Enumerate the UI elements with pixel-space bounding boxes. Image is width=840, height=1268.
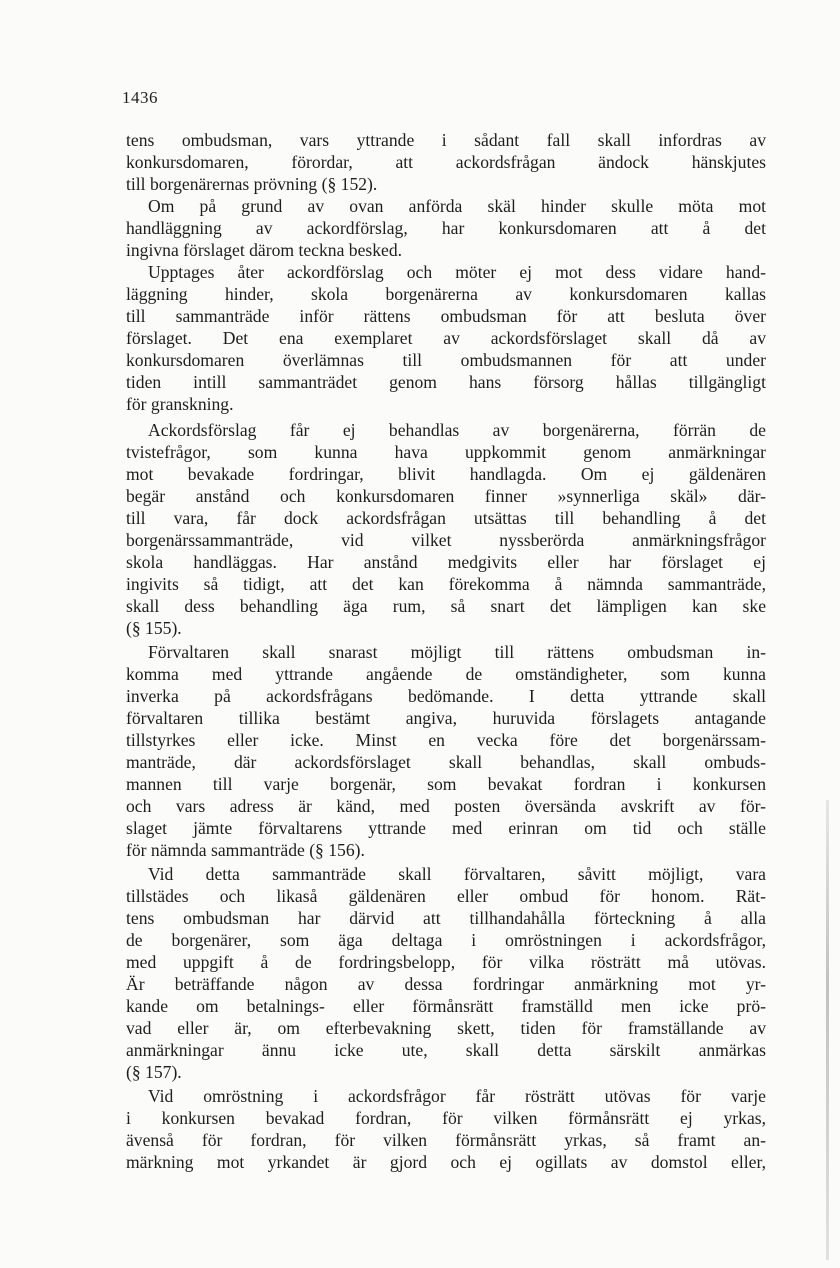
text-line: handläggning av ackordförslag, har konkursdomaren att å det bbox=[126, 218, 766, 238]
text-line: förslaget. Det ena exemplaret av ackordsförslaget skall då av bbox=[126, 328, 766, 348]
text-line: konkursdomaren överlämnas till ombudsmannen för att under bbox=[126, 350, 766, 370]
text-line: Om på grund av ovan anförda skäl hinder skulle möta mot bbox=[148, 196, 766, 216]
text-line: vad eller är, om efterbevakning skett, tiden för framställande av bbox=[126, 1018, 766, 1038]
text-line: läggning hinder, skola borgenärerna av konkursdomaren kallas bbox=[126, 284, 766, 304]
page-edge-shadow bbox=[826, 800, 829, 1260]
text-line: till sammanträde inför rättens ombudsman för att besluta över bbox=[126, 306, 766, 326]
text-line: förvaltaren tillika bestämt angiva, huruvida förslagets antagande bbox=[126, 708, 766, 728]
text-line: mot bevakade fordringar, blivit handlagda. Om ej gäldenären bbox=[126, 464, 766, 484]
text-line: tillstädes och likaså gäldenären eller ombud för honom. Rät- bbox=[126, 886, 766, 906]
text-line: ävenså för fordran, för vilken förmånsrätt yrkas, så framt an- bbox=[126, 1130, 766, 1150]
text-line: begär anstånd och konkursdomaren finner »synnerliga skäl» där- bbox=[126, 486, 766, 506]
text-line: tvistefrågor, som kunna hava uppkommit genom anmärkningar bbox=[126, 442, 766, 462]
text-line: tiden intill sammanträdet genom hans försorg hållas tillgängligt bbox=[126, 372, 766, 392]
text-line: konkursdomaren, förordar, att ackordsfrågan ändock hänskjutes bbox=[126, 152, 766, 172]
text-line: och vars adress är känd, med posten översända avskrift av för- bbox=[126, 796, 766, 816]
text-line: Vid omröstning i ackordsfrågor får rösträtt utövas för varje bbox=[148, 1086, 766, 1106]
text-line: mannen till varje borgenär, som bevakat fordran i konkursen bbox=[126, 774, 766, 794]
text-line: Vid detta sammanträde skall förvaltaren, såvitt möjligt, vara bbox=[148, 864, 766, 884]
text-line: ingivna förslaget därom teckna besked. bbox=[126, 240, 403, 260]
text-line: märkning mot yrkandet är gjord och ej ogillats av domstol eller, bbox=[126, 1152, 766, 1172]
text-line: borgenärssammanträde, vid vilket nyssberörda anmärkningsfrågor bbox=[126, 530, 766, 550]
text-line: skola handläggas. Har anstånd medgivits eller har förslaget ej bbox=[126, 552, 766, 572]
text-line: tens ombudsman, vars yttrande i sådant fall skall infordras av bbox=[126, 130, 766, 150]
text-line: ingivits så tidigt, att det kan förekomma å nämnda sammanträde, bbox=[126, 574, 766, 594]
text-line: för granskning. bbox=[126, 394, 234, 414]
text-line: Är beträffande någon av dessa fordringar anmärkning mot yr- bbox=[126, 974, 766, 994]
text-line: Ackordsförslag får ej behandlas av borgenärerna, förrän de bbox=[148, 420, 766, 440]
text-line: anmärkningar ännu icke ute, skall detta särskilt anmärkas bbox=[126, 1040, 766, 1060]
text-line: skall dess behandling äga rum, så snart det lämpligen kan ske bbox=[126, 596, 766, 616]
page-number: 1436 bbox=[122, 88, 158, 107]
text-line: (§ 155). bbox=[126, 618, 182, 638]
text-line: inverka på ackordsfrågans bedömande. I detta yttrande skall bbox=[126, 686, 766, 706]
text-line: slaget jämte förvaltarens yttrande med erinran om tid och ställe bbox=[126, 818, 766, 838]
text-line: till borgenärernas prövning (§ 152). bbox=[126, 174, 378, 194]
text-line: för nämnda sammanträde (§ 156). bbox=[126, 840, 365, 860]
text-line: Upptages åter ackordförslag och möter ej mot dess vidare hand- bbox=[148, 262, 766, 282]
text-line: med uppgift å de fordringsbelopp, för vilka rösträtt må utövas. bbox=[126, 952, 766, 972]
text-line: till vara, får dock ackordsfrågan utsättas till behandling å det bbox=[126, 508, 766, 528]
text-line: Förvaltaren skall snarast möjligt till rättens ombudsman in- bbox=[148, 642, 766, 662]
text-line: (§ 157). bbox=[126, 1062, 182, 1082]
text-line: tens ombudsman har därvid att tillhandahålla förteckning å alla bbox=[126, 908, 766, 928]
text-line: tillstyrkes eller icke. Minst en vecka före det borgenärssam- bbox=[126, 730, 766, 750]
text-line: manträde, där ackordsförslaget skall behandlas, skall ombuds- bbox=[126, 752, 766, 772]
text-line: komma med yttrande angående de omständigheter, som kunna bbox=[126, 664, 766, 684]
text-line: kande om betalnings- eller förmånsrätt framställd men icke prö- bbox=[126, 996, 766, 1016]
text-line: de borgenärer, som äga deltaga i omröstningen i ackordsfrågor, bbox=[126, 930, 766, 950]
text-line: i konkursen bevakad fordran, för vilken förmånsrätt ej yrkas, bbox=[126, 1108, 766, 1128]
